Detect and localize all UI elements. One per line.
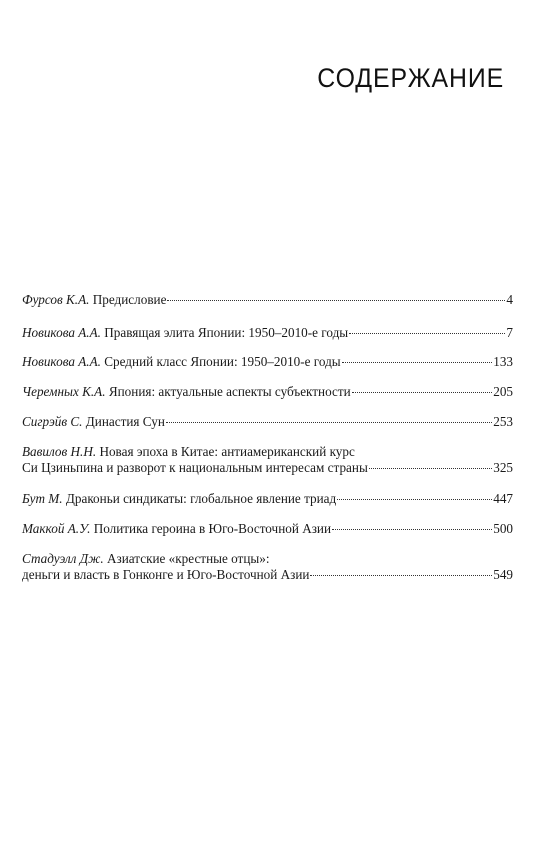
toc-entry (22, 491, 513, 507)
entry-title: Драконьи синдикаты: глобальное явление триад (65, 491, 337, 506)
dot-leader (166, 422, 492, 423)
entry-author: Новикова А.А. (22, 325, 101, 340)
entry-author: Стадуэлл Дж. (22, 551, 104, 566)
entry-page-number: 253 (493, 414, 513, 429)
dot-leader (342, 362, 493, 363)
entry-author: Вавилов Н.Н. (22, 444, 97, 459)
dot-leader (369, 468, 492, 469)
toc-line (22, 354, 513, 370)
toc-line (22, 551, 513, 567)
entry-title-continuation: деньги и власть в Гонконге и Юго-Восточной Азии (22, 567, 310, 582)
page-title: СОДЕРЖАНИЕ (317, 63, 504, 93)
toc-entry (22, 354, 513, 370)
dot-leader (352, 392, 493, 393)
toc-line (22, 384, 513, 400)
entry-page-number: 133 (493, 354, 513, 369)
toc-line (22, 292, 513, 308)
entry-author: Новикова А.А. (22, 354, 101, 369)
entry-page-number: 447 (493, 491, 513, 506)
entry-title: Новая эпоха в Китае: антиамериканский курс (99, 444, 355, 459)
dot-leader (332, 529, 492, 530)
dot-leader (310, 575, 492, 576)
entry-author: Сигрэйв С. (22, 414, 83, 429)
dot-leader (167, 300, 505, 301)
entry-author: Фурсов К.А. (22, 292, 90, 307)
entry-page-number: 325 (493, 460, 513, 475)
entry-title: Средний класс Японии: 1950–2010-е годы (104, 354, 341, 369)
entry-page-number: 205 (493, 384, 513, 399)
entry-title: Правящая элита Японии: 1950–2010-е годы (104, 325, 349, 340)
dot-leader (349, 333, 505, 334)
toc-entry (22, 444, 513, 476)
entry-title: Династия Сун (85, 414, 165, 429)
toc-line (22, 414, 513, 430)
toc-line (22, 460, 513, 476)
toc-line (22, 325, 513, 341)
entry-page-number: 4 (506, 292, 513, 307)
entry-author: Бут М. (22, 491, 63, 506)
toc-line (22, 521, 513, 537)
entry-title: Япония: актуальные аспекты субъектности (108, 384, 351, 399)
toc-entry (22, 325, 513, 341)
entry-title: Азиатские «крестные отцы»: (106, 551, 270, 566)
entry-author: Маккой А.У. (22, 521, 91, 536)
entry-title-continuation: Си Цзиньпина и разворот к национальным интересам страны (22, 460, 368, 475)
entry-title: Политика героина в Юго-Восточной Азии (93, 521, 332, 536)
toc-entry (22, 521, 513, 537)
dot-leader (337, 499, 492, 500)
toc-entry (22, 551, 513, 583)
entry-page-number: 500 (493, 521, 513, 536)
entry-title: Предисловие (92, 292, 167, 307)
entry-page-number: 7 (506, 325, 513, 340)
entry-page-number: 549 (493, 567, 513, 582)
toc-line (22, 567, 513, 583)
toc-entry (22, 292, 513, 308)
toc-entry (22, 384, 513, 400)
entry-author: Черемных К.А. (22, 384, 106, 399)
toc-line (22, 444, 513, 460)
toc-entry (22, 414, 513, 430)
toc-line (22, 491, 513, 507)
